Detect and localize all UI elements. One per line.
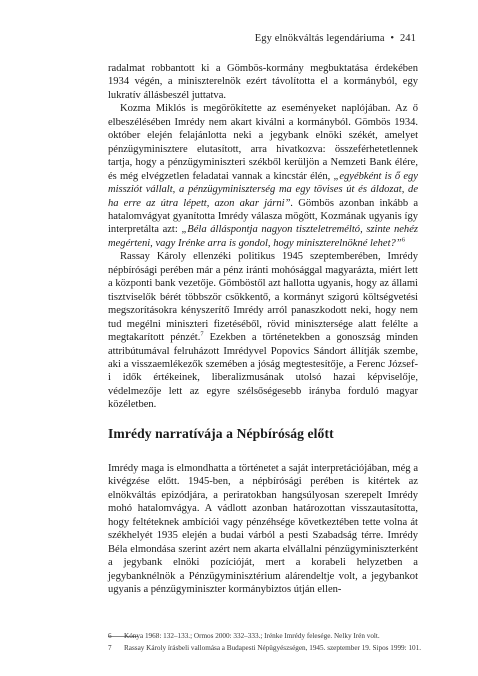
kozma-quote-1: „egyébként is ő egy missziót vállalt, a pénzügyminiszterség ma egy tövises út és áldozat, de ha erre az útra lépett, azon akar járni”.: [108, 170, 418, 209]
footnote-text: Rassay Károly írásbeli vallomása a Budapesti Népügyészségen, 1945. szeptember 19. Sipos 1999: 101.: [124, 643, 422, 652]
section-heading: Imrédy narratívája a Népbíróság előtt: [108, 426, 334, 441]
footnote-ref-6[interactable]: 6: [401, 236, 405, 244]
running-header: [255, 33, 416, 44]
page-number: 241: [399, 33, 416, 44]
paragraph-3: [108, 250, 418, 411]
footnote-6: [108, 631, 423, 643]
body-text: [108, 62, 418, 412]
header-bullet: •: [390, 33, 395, 44]
section-body: [108, 462, 418, 597]
footnotes: [108, 631, 423, 654]
paragraph-1: radalmat robbantott ki a Gömbös-kormány megbuktatása érdekében 1934 végén, a miniszterelnök ezért távolította el a kormányból, egy lukratív állásbeszél juttatva.: [108, 63, 418, 101]
paragraph-3-continued: Ezekben a történetekben a gonoszság minden attribútumával felruházott Imrédyvel Popovics Sándort állítják szembe, aki a visszaemlékezők szemében a jóság megtestesítője, a Ferenc József-i idők értékeinek, liberalizmusának utolsó hazai képviselője, védelmezője lett az egyre szélsőségesebb irányba forduló magyar közéletben.: [108, 332, 419, 411]
paragraph-2-continued: Gömbös azonban inkább a hatalomvágyat gyanította Imrédy válasza mögött, Kozmának ugyanis így interpretálta azt:: [108, 197, 418, 236]
footnote-text: Kónya 1968: 132–133.; Ormos 2000: 332–333.; Irénke Imrédy felesége. Nelky Irén volt.: [124, 632, 380, 640]
section-paragraph: Imrédy maga is elmondhatta a történetet a saját interpretációjában, még a kivégzése előtt. 1945-ben, a népbírósági perében is kitértek az elnökváltás epizódjára, a periratokban hangsúlyosan szerepelt Imrédy mohó hatalomvágya. A vádlott azonban határozottan visszautasította, hogy feltéteknek ambíciói vagy pénzéhsége következtében tette volna át székhelyét 1935 elején a budai várból a pesti Szabadság térre. Imrédy Béla elmondása szerint azért nem akarta elvállalni pénzügyminiszterként a jegybank elnöki pozícióját, mert a korabeli helyzetben a jegybanknélnök a Pénzügyminisztérium alárendeltje volt, a jegybankot ugyanis a pénzügyminiszter kormánybiztos útján ellen-: [108, 463, 418, 596]
paragraph-3-text: Rassay Károly ellenzéki politikus 1945 szeptemberében, Imrédy népbírósági perében már a pénz iránti mohósággal magyarázta, miért lett a központi bank vezetője. Gömböstől azt hallotta ugyanis, hogy az állami tisztviselők bérét többször csökkentő, a kormányt szigorú költségvetési megszorításokra kényszerítő Imrédy arról panaszkodott neki, hogy nem tud megélni miniszteri fizetéséből, rövid minisztersége alatt felélte a megtakarított pénzét.: [108, 251, 418, 344]
running-title: Egy elnökváltás legendáriuma: [254, 33, 385, 44]
paragraph-2: [108, 102, 418, 250]
paragraph-2-text: Kozma Miklós is megörökítette az eseményeket naplójában. Az ő elbeszélésében Imrédy nem akart kiválni a kormányból. Gömbös 1934. október elején felajánlotta neki a jegybank elnöki székét, amelyet pénzügyminisztere elutasított, arra hivatkozva: összeférhetetlennek tartja, hogy a pénzügyminiszteri székből kerüljön a Nemzeti Bank élére, és még elvégzetlen feladatai vannak a kincstár élén,: [108, 103, 418, 182]
footnote-number: 6: [108, 632, 112, 640]
kozma-quote-2: „Béla álláspontja nagyon tiszteletreméltó, szinte nehéz megérteni, vagy Irénke arra is gondol, hogy miniszterelnökné lehet?”: [108, 224, 418, 249]
footnote-ref-7[interactable]: 7: [200, 330, 204, 338]
footnote-7: [108, 643, 423, 655]
footnote-number: 7: [108, 643, 112, 652]
